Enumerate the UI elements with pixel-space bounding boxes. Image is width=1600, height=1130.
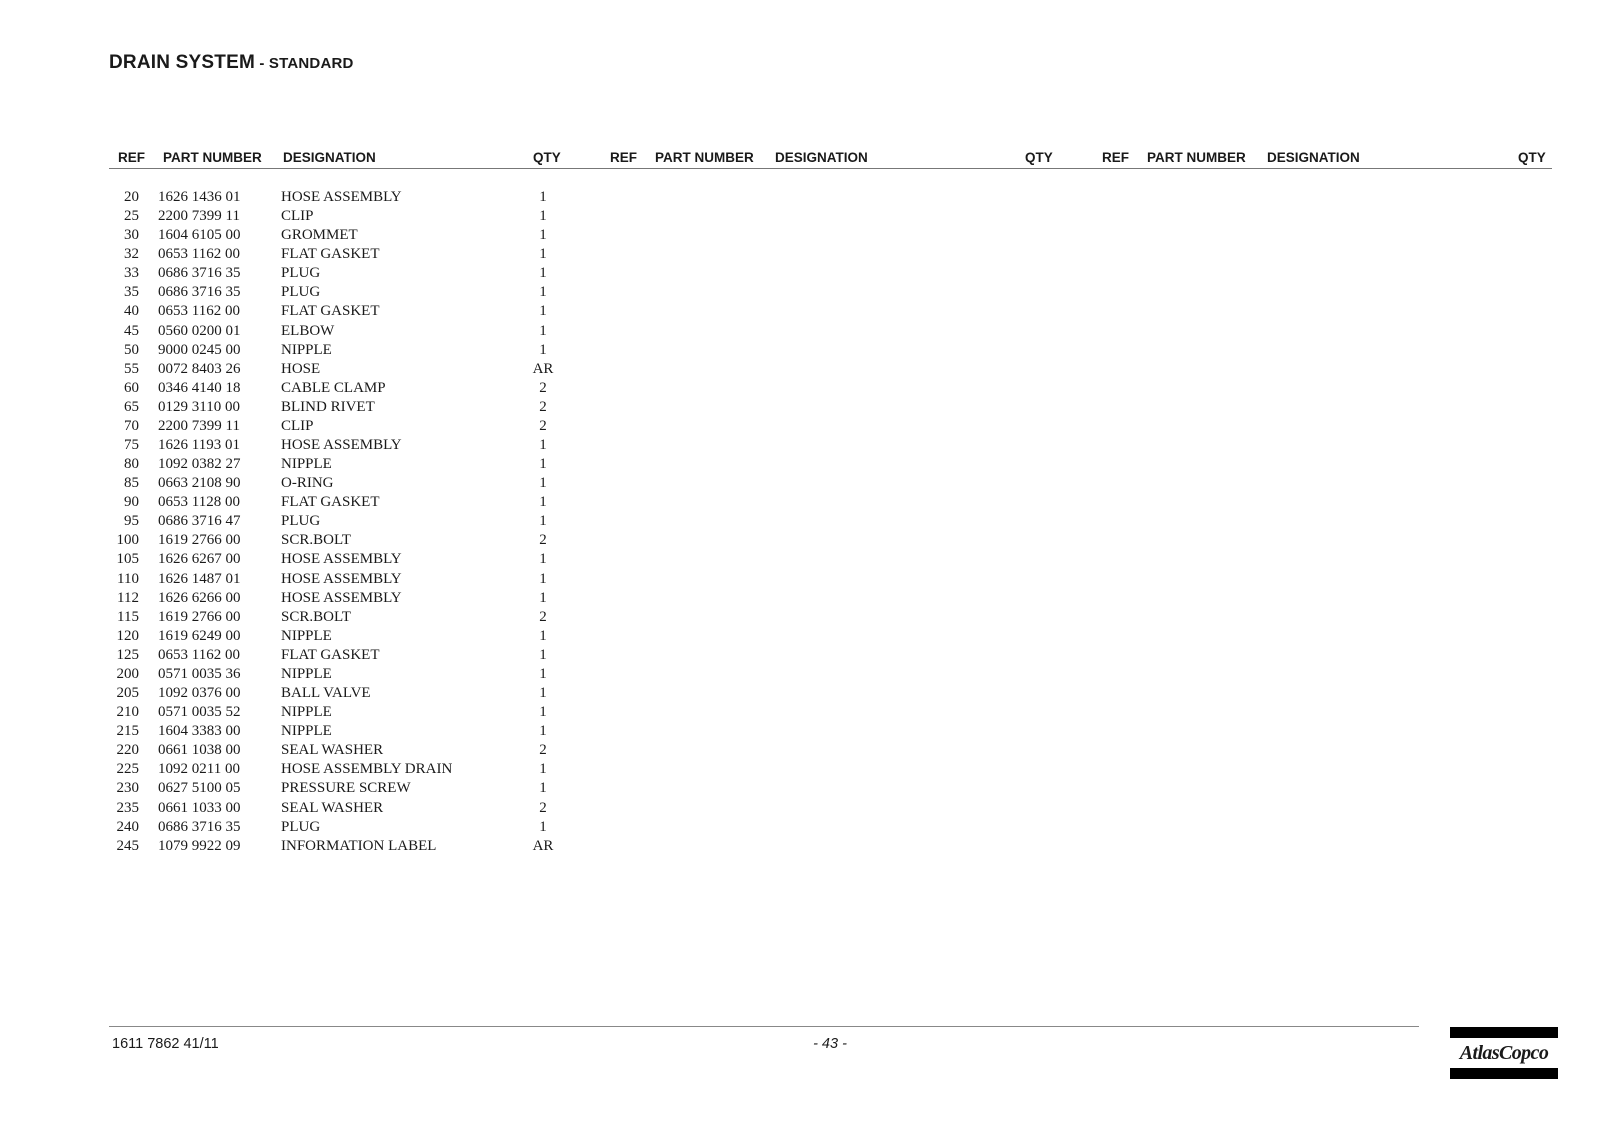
cell-designation: FLAT GASKET	[281, 646, 380, 663]
column-header-group-3	[0, 150, 1590, 168]
cell-designation: PLUG	[281, 284, 321, 301]
cell-designation: HOSE ASSEMBLY	[281, 437, 402, 454]
cell-qty: 1	[539, 723, 547, 740]
cell-designation: SCR.BOLT	[281, 608, 351, 625]
cell-part-number: 0661 1033 00	[158, 799, 241, 816]
cell-part-number: 0686 3716 35	[158, 284, 241, 301]
title-subtitle: STANDARD	[268, 55, 354, 72]
cell-qty: 1	[539, 646, 547, 663]
cell-part-number: 0686 3716 47	[158, 513, 241, 530]
cell-ref: 35	[124, 284, 139, 301]
cell-ref: 85	[124, 475, 139, 492]
cell-part-number: 0653 1162 00	[158, 246, 240, 263]
cell-qty: 1	[539, 761, 547, 778]
cell-ref: 210	[116, 704, 139, 721]
cell-designation: SEAL WASHER	[281, 742, 384, 759]
cell-part-number: 0072 8403 26	[158, 360, 241, 377]
cell-designation: O-RING	[281, 475, 334, 492]
cell-part-number: 1604 6105 00	[158, 227, 241, 244]
cell-designation: BLIND RIVET	[281, 398, 375, 415]
cell-part-number: 1619 2766 00	[158, 532, 241, 549]
table-row	[0, 665, 620, 684]
table-row	[0, 436, 620, 455]
cell-designation: BALL VALVE	[281, 685, 371, 702]
page-number: - 43 -	[813, 1036, 847, 1052]
header-designation: DESIGNATION	[1267, 150, 1360, 165]
cell-designation: INFORMATION LABEL	[281, 837, 437, 854]
cell-ref: 215	[116, 723, 139, 740]
cell-part-number: 0686 3716 35	[158, 265, 241, 282]
cell-part-number: 0560 0200 01	[158, 322, 241, 339]
table-row	[0, 264, 620, 283]
cell-part-number: 2200 7399 11	[158, 417, 240, 434]
cell-qty: 1	[539, 265, 547, 282]
cell-qty: 1	[539, 189, 547, 205]
cell-designation: HOSE ASSEMBLY	[281, 570, 402, 587]
cell-qty: 2	[539, 398, 547, 415]
cell-ref: 112	[117, 589, 139, 606]
cell-part-number: 2200 7399 11	[158, 208, 240, 225]
atlas-copco-logo	[1450, 1027, 1558, 1079]
cell-part-number: 1092 0376 00	[158, 685, 241, 702]
cell-qty: 1	[539, 551, 547, 568]
cell-qty: 2	[539, 799, 547, 816]
cell-part-number: 1626 1487 01	[158, 570, 241, 587]
cell-qty: 2	[539, 417, 547, 434]
table-row	[0, 302, 620, 321]
cell-ref: 33	[124, 265, 139, 282]
table-row	[0, 226, 620, 245]
header-part-number: PART NUMBER	[163, 150, 262, 165]
cell-ref: 240	[116, 818, 139, 835]
cell-part-number: 0653 1162 00	[158, 303, 240, 320]
cell-designation: HOSE ASSEMBLY	[281, 589, 402, 606]
document-number: 1611 7862 41/11	[112, 1036, 219, 1052]
table-row	[0, 322, 620, 341]
title-main: DRAIN SYSTEM	[109, 52, 255, 73]
table-row	[0, 245, 620, 264]
cell-part-number: 1092 0211 00	[158, 761, 240, 778]
cell-ref: 45	[124, 322, 139, 339]
cell-ref: 200	[116, 665, 139, 682]
cell-ref: 105	[116, 551, 139, 568]
cell-qty: 1	[539, 780, 547, 797]
table-row	[0, 703, 620, 722]
cell-part-number: 9000 0245 00	[158, 341, 241, 358]
cell-designation: CABLE CLAMP	[281, 379, 386, 396]
table-row	[0, 550, 620, 569]
cell-qty: 1	[539, 284, 547, 301]
cell-ref: 245	[116, 837, 139, 854]
cell-qty: 2	[539, 742, 547, 759]
cell-qty: 1	[539, 341, 547, 358]
cell-part-number: 1604 3383 00	[158, 723, 241, 740]
cell-qty: 1	[539, 589, 547, 606]
cell-qty: 1	[539, 494, 547, 511]
cell-ref: 90	[124, 494, 139, 511]
cell-qty: 2	[539, 379, 547, 396]
cell-qty: AR	[532, 837, 554, 854]
cell-part-number: 0653 1128 00	[158, 494, 240, 511]
cell-ref: 50	[124, 341, 139, 358]
cell-part-number: 0663 2108 90	[158, 475, 241, 492]
cell-designation: PRESSURE SCREW	[281, 780, 411, 797]
cell-qty: 1	[539, 665, 547, 682]
table-row	[0, 360, 620, 379]
cell-ref: 110	[117, 570, 139, 587]
header-designation: DESIGNATION	[775, 150, 868, 165]
header-ref: REF	[610, 150, 637, 165]
cell-designation: FLAT GASKET	[281, 246, 380, 263]
table-row	[0, 417, 620, 436]
cell-designation: NIPPLE	[281, 723, 332, 740]
table-row	[0, 818, 620, 837]
table-row	[0, 627, 620, 646]
table-row	[0, 531, 620, 550]
header-ref: REF	[1102, 150, 1129, 165]
table-row	[0, 341, 620, 360]
table-row	[0, 722, 620, 741]
cell-ref: 225	[116, 761, 139, 778]
table-row	[0, 455, 620, 474]
table-row	[0, 188, 620, 207]
cell-designation: FLAT GASKET	[281, 303, 380, 320]
table-row	[0, 570, 620, 589]
cell-ref: 25	[124, 208, 139, 225]
cell-ref: 205	[116, 685, 139, 702]
cell-part-number: 1092 0382 27	[158, 456, 241, 473]
header-ref: REF	[118, 150, 145, 165]
cell-qty: 1	[539, 208, 547, 225]
cell-ref: 65	[124, 398, 139, 415]
table-row	[0, 779, 620, 798]
cell-designation: NIPPLE	[281, 341, 332, 358]
cell-part-number: 0346 4140 18	[158, 379, 241, 396]
cell-qty: 1	[539, 227, 547, 244]
cell-designation: CLIP	[281, 208, 314, 225]
cell-qty: 1	[539, 322, 547, 339]
header-part-number: PART NUMBER	[1147, 150, 1246, 165]
cell-qty: 1	[539, 704, 547, 721]
cell-designation: SCR.BOLT	[281, 532, 351, 549]
header-qty: QTY	[1518, 150, 1546, 165]
parts-list	[0, 188, 620, 856]
cell-ref: 235	[116, 799, 139, 816]
cell-qty: 1	[539, 303, 547, 320]
cell-part-number: 1626 6267 00	[158, 551, 241, 568]
cell-designation: HOSE ASSEMBLY	[281, 551, 402, 568]
table-row	[0, 474, 620, 493]
cell-ref: 120	[116, 627, 139, 644]
cell-part-number: 1619 6249 00	[158, 627, 241, 644]
table-row	[0, 283, 620, 302]
header-part-number: PART NUMBER	[655, 150, 754, 165]
cell-ref: 80	[124, 456, 139, 473]
table-row	[0, 741, 620, 760]
cell-qty: 1	[539, 627, 547, 644]
cell-designation: PLUG	[281, 265, 321, 282]
cell-designation: NIPPLE	[281, 627, 332, 644]
cell-part-number: 1626 1436 01	[158, 189, 241, 205]
cell-ref: 220	[116, 742, 139, 759]
cell-qty: 1	[539, 437, 547, 454]
header-designation: DESIGNATION	[283, 150, 376, 165]
table-row	[0, 379, 620, 398]
cell-qty: 2	[539, 532, 547, 549]
cell-designation: HOSE ASSEMBLY	[281, 189, 402, 205]
cell-designation: GROMMET	[281, 227, 358, 244]
cell-ref: 55	[124, 360, 139, 377]
cell-qty: 1	[539, 513, 547, 530]
table-row	[0, 589, 620, 608]
cell-ref: 70	[124, 417, 139, 434]
cell-qty: 2	[539, 608, 547, 625]
cell-designation: NIPPLE	[281, 704, 332, 721]
cell-ref: 30	[124, 227, 139, 244]
cell-ref: 20	[124, 189, 139, 205]
cell-qty: 1	[539, 475, 547, 492]
cell-designation: PLUG	[281, 513, 321, 530]
cell-part-number: 1626 6266 00	[158, 589, 241, 606]
header-divider	[109, 168, 1552, 169]
footer-divider	[109, 1026, 1419, 1027]
cell-part-number: 0661 1038 00	[158, 742, 241, 759]
cell-designation: HOSE ASSEMBLY DRAIN	[281, 761, 453, 778]
cell-qty: 1	[539, 456, 547, 473]
cell-qty: AR	[532, 360, 554, 377]
logo-bottom-bar	[1450, 1068, 1558, 1079]
cell-designation: PLUG	[281, 818, 321, 835]
cell-part-number: 1619 2766 00	[158, 608, 241, 625]
cell-part-number: 0627 5100 05	[158, 780, 241, 797]
cell-ref: 125	[116, 646, 139, 663]
cell-part-number: 0571 0035 52	[158, 704, 241, 721]
page-title	[109, 52, 354, 74]
header-qty: QTY	[1025, 150, 1053, 165]
cell-part-number: 0129 3110 00	[158, 398, 240, 415]
cell-part-number: 0686 3716 35	[158, 818, 241, 835]
header-qty: QTY	[533, 150, 561, 165]
cell-qty: 1	[539, 570, 547, 587]
cell-designation: FLAT GASKET	[281, 494, 380, 511]
cell-ref: 115	[117, 608, 139, 625]
cell-ref: 100	[116, 532, 139, 549]
table-row	[0, 608, 620, 627]
cell-part-number: 0571 0035 36	[158, 665, 241, 682]
cell-qty: 1	[539, 818, 547, 835]
table-row	[0, 760, 620, 779]
cell-designation: HOSE	[281, 360, 321, 377]
cell-designation: NIPPLE	[281, 665, 332, 682]
logo-top-bar	[1450, 1027, 1558, 1038]
table-row	[0, 398, 620, 417]
table-row	[0, 493, 620, 512]
table-row	[0, 512, 620, 531]
cell-ref: 75	[124, 437, 139, 454]
cell-ref: 95	[124, 513, 139, 530]
cell-designation: NIPPLE	[281, 456, 332, 473]
cell-part-number: 0653 1162 00	[158, 646, 240, 663]
cell-designation: ELBOW	[281, 322, 335, 339]
cell-ref: 60	[124, 379, 139, 396]
logo-wordmark: AtlasCopco	[1459, 1042, 1549, 1064]
cell-part-number: 1079 9922 09	[158, 837, 241, 854]
table-row	[0, 799, 620, 818]
cell-designation: CLIP	[281, 417, 314, 434]
cell-part-number: 1626 1193 01	[158, 437, 240, 454]
cell-qty: 1	[539, 246, 547, 263]
table-row	[0, 684, 620, 703]
table-row	[0, 646, 620, 665]
cell-ref: 32	[124, 246, 139, 263]
table-row	[0, 837, 620, 856]
cell-qty: 1	[539, 685, 547, 702]
cell-ref: 40	[124, 303, 139, 320]
cell-ref: 230	[116, 780, 139, 797]
title-separator: -	[254, 55, 269, 72]
table-row	[0, 207, 620, 226]
cell-designation: SEAL WASHER	[281, 799, 384, 816]
